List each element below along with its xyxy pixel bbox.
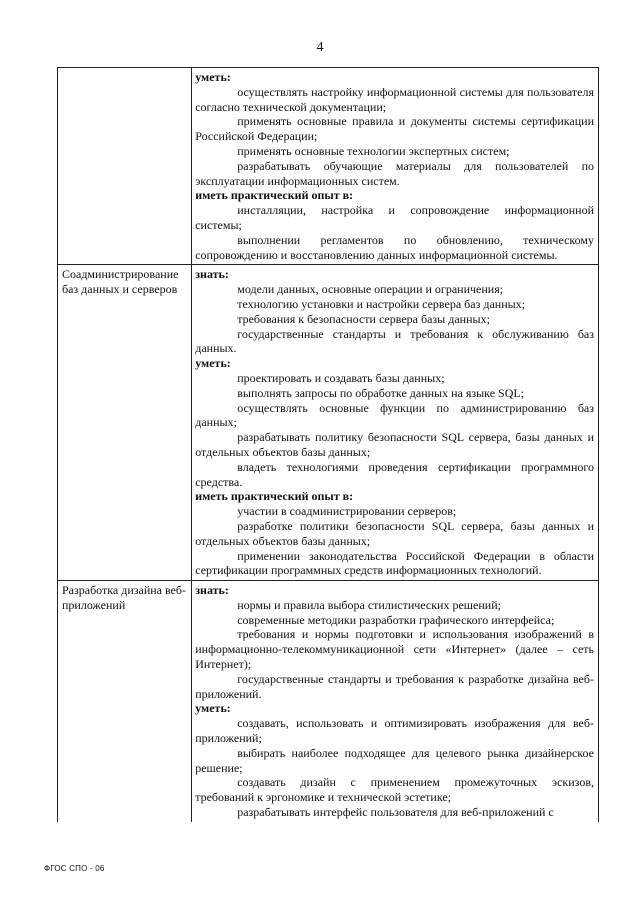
- list-item: государственные стандарты и требования к разработке дизайна веб-приложений.: [195, 671, 594, 701]
- list-item: применять основные технологии экспертных систем;: [237, 143, 510, 158]
- section-label: уметь:: [195, 356, 231, 371]
- list-item: технологию установки и настройки сервера баз данных;: [237, 296, 526, 311]
- section-label: уметь:: [195, 70, 231, 84]
- list-item: требования к безопасности сервера базы данных;: [237, 311, 490, 326]
- footer-document-code: ФГОС СПО - 06: [44, 864, 105, 873]
- list-item: создавать, использовать и оптимизировать изображения для веб-приложений;: [195, 716, 594, 746]
- list-item: осуществлять настройку информационной системы для пользователя согласно технической документации;: [195, 84, 594, 114]
- list-item: выполнении регламентов по обновлению, техническому сопровождению и восстановлению данных информационной системы.: [195, 232, 594, 262]
- list-item: инсталляции, настройка и сопровождение информационной системы;: [195, 203, 594, 232]
- list-item: применять основные правила и документы системы сертификации Российской Федерации;: [195, 114, 594, 144]
- section-label: знать:: [195, 583, 229, 598]
- list-item: применении законодательства Российской Федерации в области сертификации программных средств информационных технологий.: [195, 548, 594, 578]
- section-label: знать:: [195, 267, 229, 282]
- row-title-cell: [58, 265, 192, 581]
- list-item: выполнять запросы по обработке данных на языке SQL;: [237, 385, 525, 400]
- row-content-cell: [192, 581, 599, 822]
- page-number: 4: [316, 40, 324, 55]
- section-label: уметь:: [195, 701, 231, 716]
- list-item: разрабатывать политику безопасности SQL сервера, базы данных и отдельных объектов базы данных;: [195, 430, 594, 459]
- section-label: иметь практический опыт в:: [195, 489, 354, 504]
- table-row: [58, 581, 599, 822]
- table-row: [58, 68, 599, 265]
- list-item: государственные стандарты и требования к обслуживанию баз данных.: [195, 326, 594, 356]
- list-item: разрабатывать обучающие материалы для пользователей по эксплуатации информационных систем.: [195, 158, 594, 188]
- competency-table: [57, 67, 599, 822]
- list-item: разработке политики безопасности SQL сервера, базы данных и отдельных объектов базы данных;: [195, 518, 594, 548]
- row-content-cell: [192, 265, 599, 581]
- row-content-cell: [192, 68, 599, 265]
- row-title: Разработка дизайна веб-приложений: [62, 583, 187, 612]
- table-row: [58, 265, 599, 581]
- list-item: владеть технологиями проведения сертификации программного средства.: [195, 459, 594, 489]
- list-item: осуществлять основные функции по администрированию баз данных;: [195, 400, 594, 430]
- list-item: разрабатывать интерфейс пользователя для веб-приложений с: [237, 805, 554, 820]
- list-item: выбирать наиболее подходящее для целевого рынка дизайнерское решение;: [195, 745, 594, 775]
- list-item: участии в соадминистрировании серверов;: [237, 504, 457, 519]
- list-item: современные методики разработки графического интерфейса;: [237, 612, 555, 627]
- row-title-cell: [58, 68, 192, 265]
- list-item: проектировать и создавать базы данных;: [237, 370, 445, 385]
- list-item: создавать дизайн с применением промежуточных эскизов, требований к эргономике и технической эстетике;: [195, 775, 594, 805]
- row-title: Соадминистрирование баз данных и серверов: [62, 267, 179, 297]
- row-title-cell: [58, 581, 192, 822]
- section-label: иметь практический опыт в:: [195, 188, 354, 203]
- list-item: модели данных, основные операции и ограничения;: [237, 282, 504, 297]
- list-item: нормы и правила выбора стилистических решений;: [237, 597, 501, 612]
- list-item: требования и нормы подготовки и использования изображений в информационно-телекоммуникационной сети «Интернет» (далее – сеть Интернет);: [195, 627, 594, 672]
